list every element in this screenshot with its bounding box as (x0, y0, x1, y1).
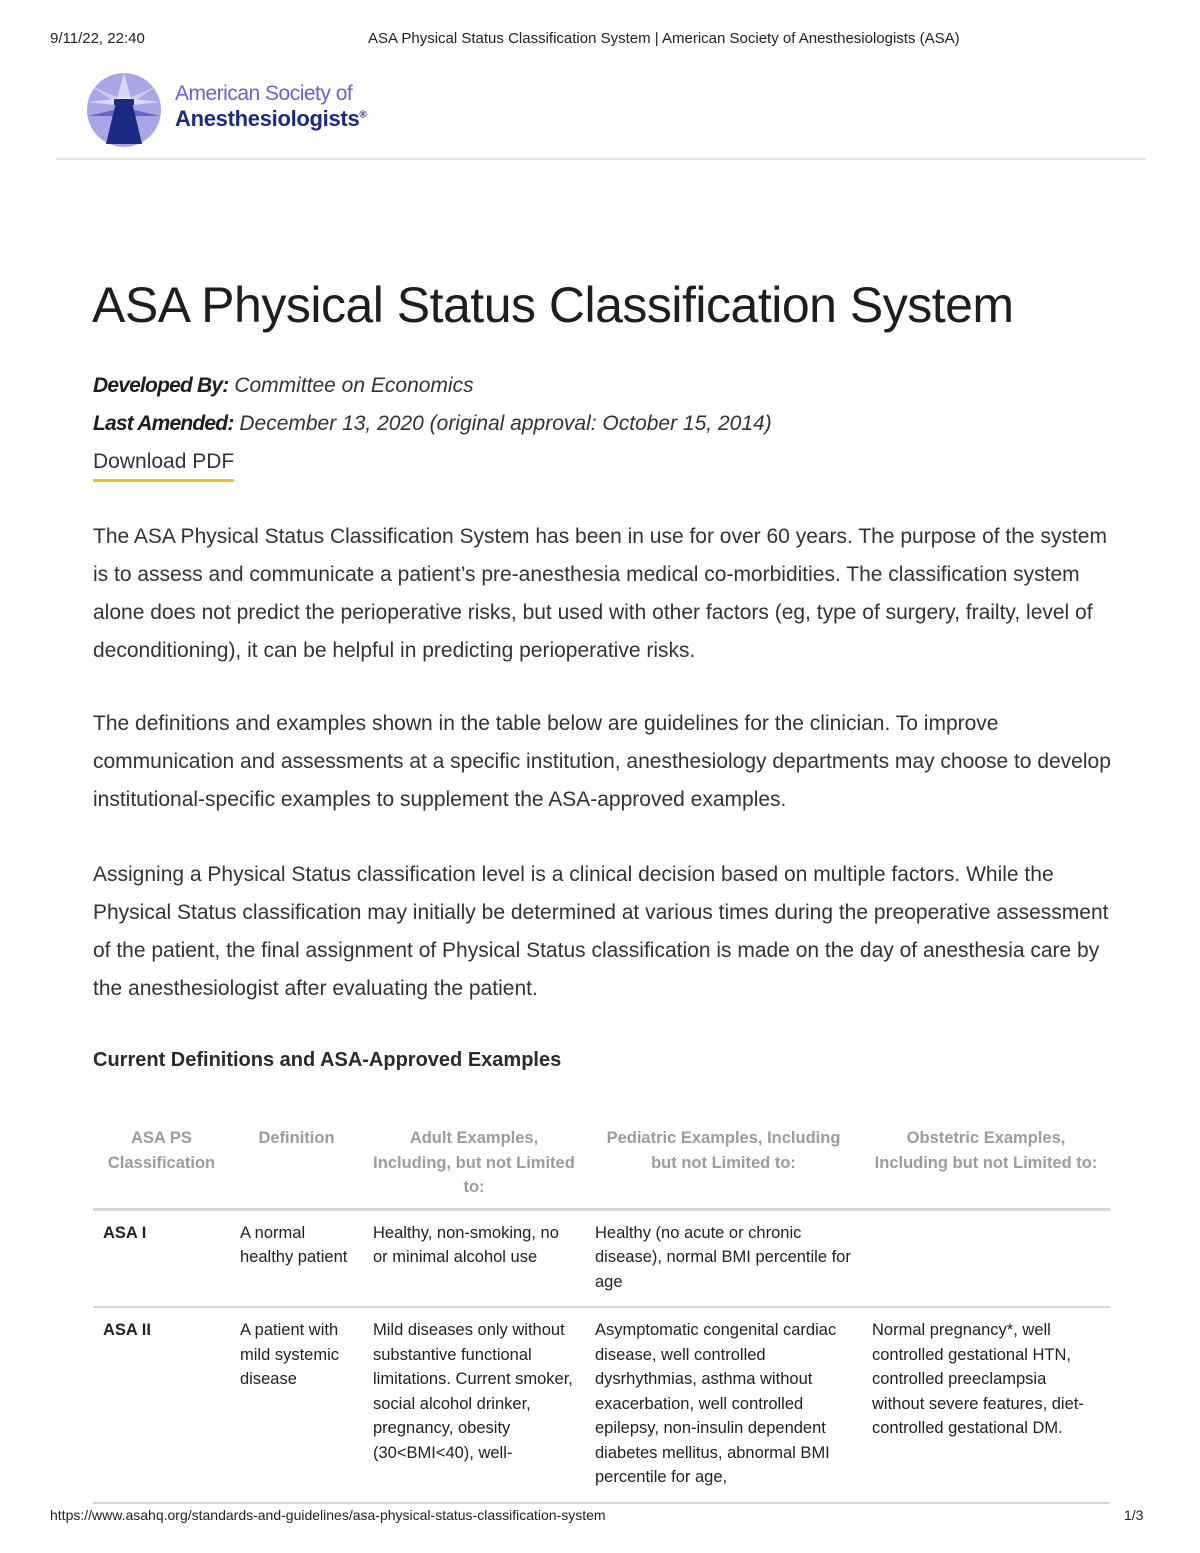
header-pediatric-examples: Pediatric Examples, Including but not Limited to: (585, 1124, 862, 1209)
table-row (93, 1307, 1110, 1503)
developed-by-label: Developed By: (93, 374, 229, 397)
logo-line-1: American Society of (175, 82, 353, 105)
header-adult-examples: Adult Examples, Including, but not Limited to: (363, 1124, 585, 1209)
guidelines-paragraph: The definitions and examples shown in the table below are guidelines for the clinician. To improve communication and assessments at a specific institution, anesthesiology departments may choose to develop institutional-specific examples to supplement the ASA-approved examples. (93, 712, 1111, 811)
last-amended (93, 412, 772, 436)
cell-obstetric: Normal pregnancy*, well controlled gestational HTN, controlled preeclampsia without severe features, diet-controlled gestational DM. (862, 1307, 1110, 1503)
cell-pediatric: Healthy (no acute or chronic disease), normal BMI percentile for age (585, 1209, 862, 1307)
last-amended-label: Last Amended: (93, 412, 234, 435)
print-page-title: ASA Physical Status Classification System | American Society of Anesthesiologists (ASA) (368, 30, 960, 47)
developed-by-value: Committee on Economics (234, 374, 474, 397)
registered-mark: ® (359, 109, 367, 121)
table-row (93, 1209, 1110, 1307)
cell-obstetric (862, 1209, 1110, 1307)
cell-adult: Mild diseases only without substantive functional limitations. Current smoker, social alcohol drinker, pregnancy, obesity (30<BMI<40), well- (363, 1307, 585, 1503)
asa-logo[interactable] (86, 72, 396, 148)
table-header-row (93, 1124, 1110, 1209)
logo-line-2-text: Anesthesiologists (175, 106, 360, 131)
print-datetime: 9/11/22, 22:40 (50, 30, 145, 47)
section-heading: Current Definitions and ASA-Approved Examples (93, 1049, 562, 1071)
intro-paragraph: The ASA Physical Status Classification System has been in use for over 60 years. The purpose of the system is to assess and communicate a patient’s pre-anesthesia medical co-morbidities. The classification system alone does not predict the perioperative risks, but used with other factors (eg, type of surgery, frailty, level of deconditioning), it can be helpful in predicting perioperative risks. (93, 525, 1107, 662)
asa-classification-table (93, 1124, 1110, 1504)
cell-definition: A patient with mild systemic disease (230, 1307, 363, 1503)
header-definition: Definition (230, 1124, 363, 1209)
page-number: 1/3 (1124, 1507, 1144, 1523)
download-pdf-link[interactable]: Download PDF (93, 450, 234, 482)
page-title: ASA Physical Status Classification System (92, 277, 1014, 333)
developed-by (93, 374, 474, 398)
cell-adult: Healthy, non-smoking, no or minimal alcohol use (363, 1209, 585, 1307)
cell-classification: ASA II (93, 1307, 230, 1503)
header-obstetric-examples: Obstetric Examples, Including but not Limited to: (862, 1124, 1110, 1209)
assignment-paragraph: Assigning a Physical Status classification level is a clinical decision based on multiple factors. While the Physical Status classification may initially be determined at various times during the preoperative assessment of the patient, the final assignment of Physical Status classification is made on the day of anesthesia care by the anesthesiologist after evaluating the patient. (93, 863, 1109, 1000)
last-amended-value: December 13, 2020 (original approval: October 15, 2014) (239, 412, 772, 435)
logo-line-2 (175, 106, 366, 132)
print-url: https://www.asahq.org/standards-and-guidelines/asa-physical-status-classification-system (50, 1507, 606, 1523)
cell-pediatric: Asymptomatic congenital cardiac disease, well controlled dysrhythmias, asthma without exacerbation, well controlled epilepsy, non-insulin dependent diabetes mellitus, abnormal BMI percentile for age, (585, 1307, 862, 1503)
cell-classification: ASA I (93, 1209, 230, 1307)
asa-logo-emblem-icon (86, 72, 162, 148)
header-classification: ASA PS Classification (93, 1124, 230, 1209)
header-divider (56, 158, 1146, 160)
cell-definition: A normal healthy patient (230, 1209, 363, 1307)
